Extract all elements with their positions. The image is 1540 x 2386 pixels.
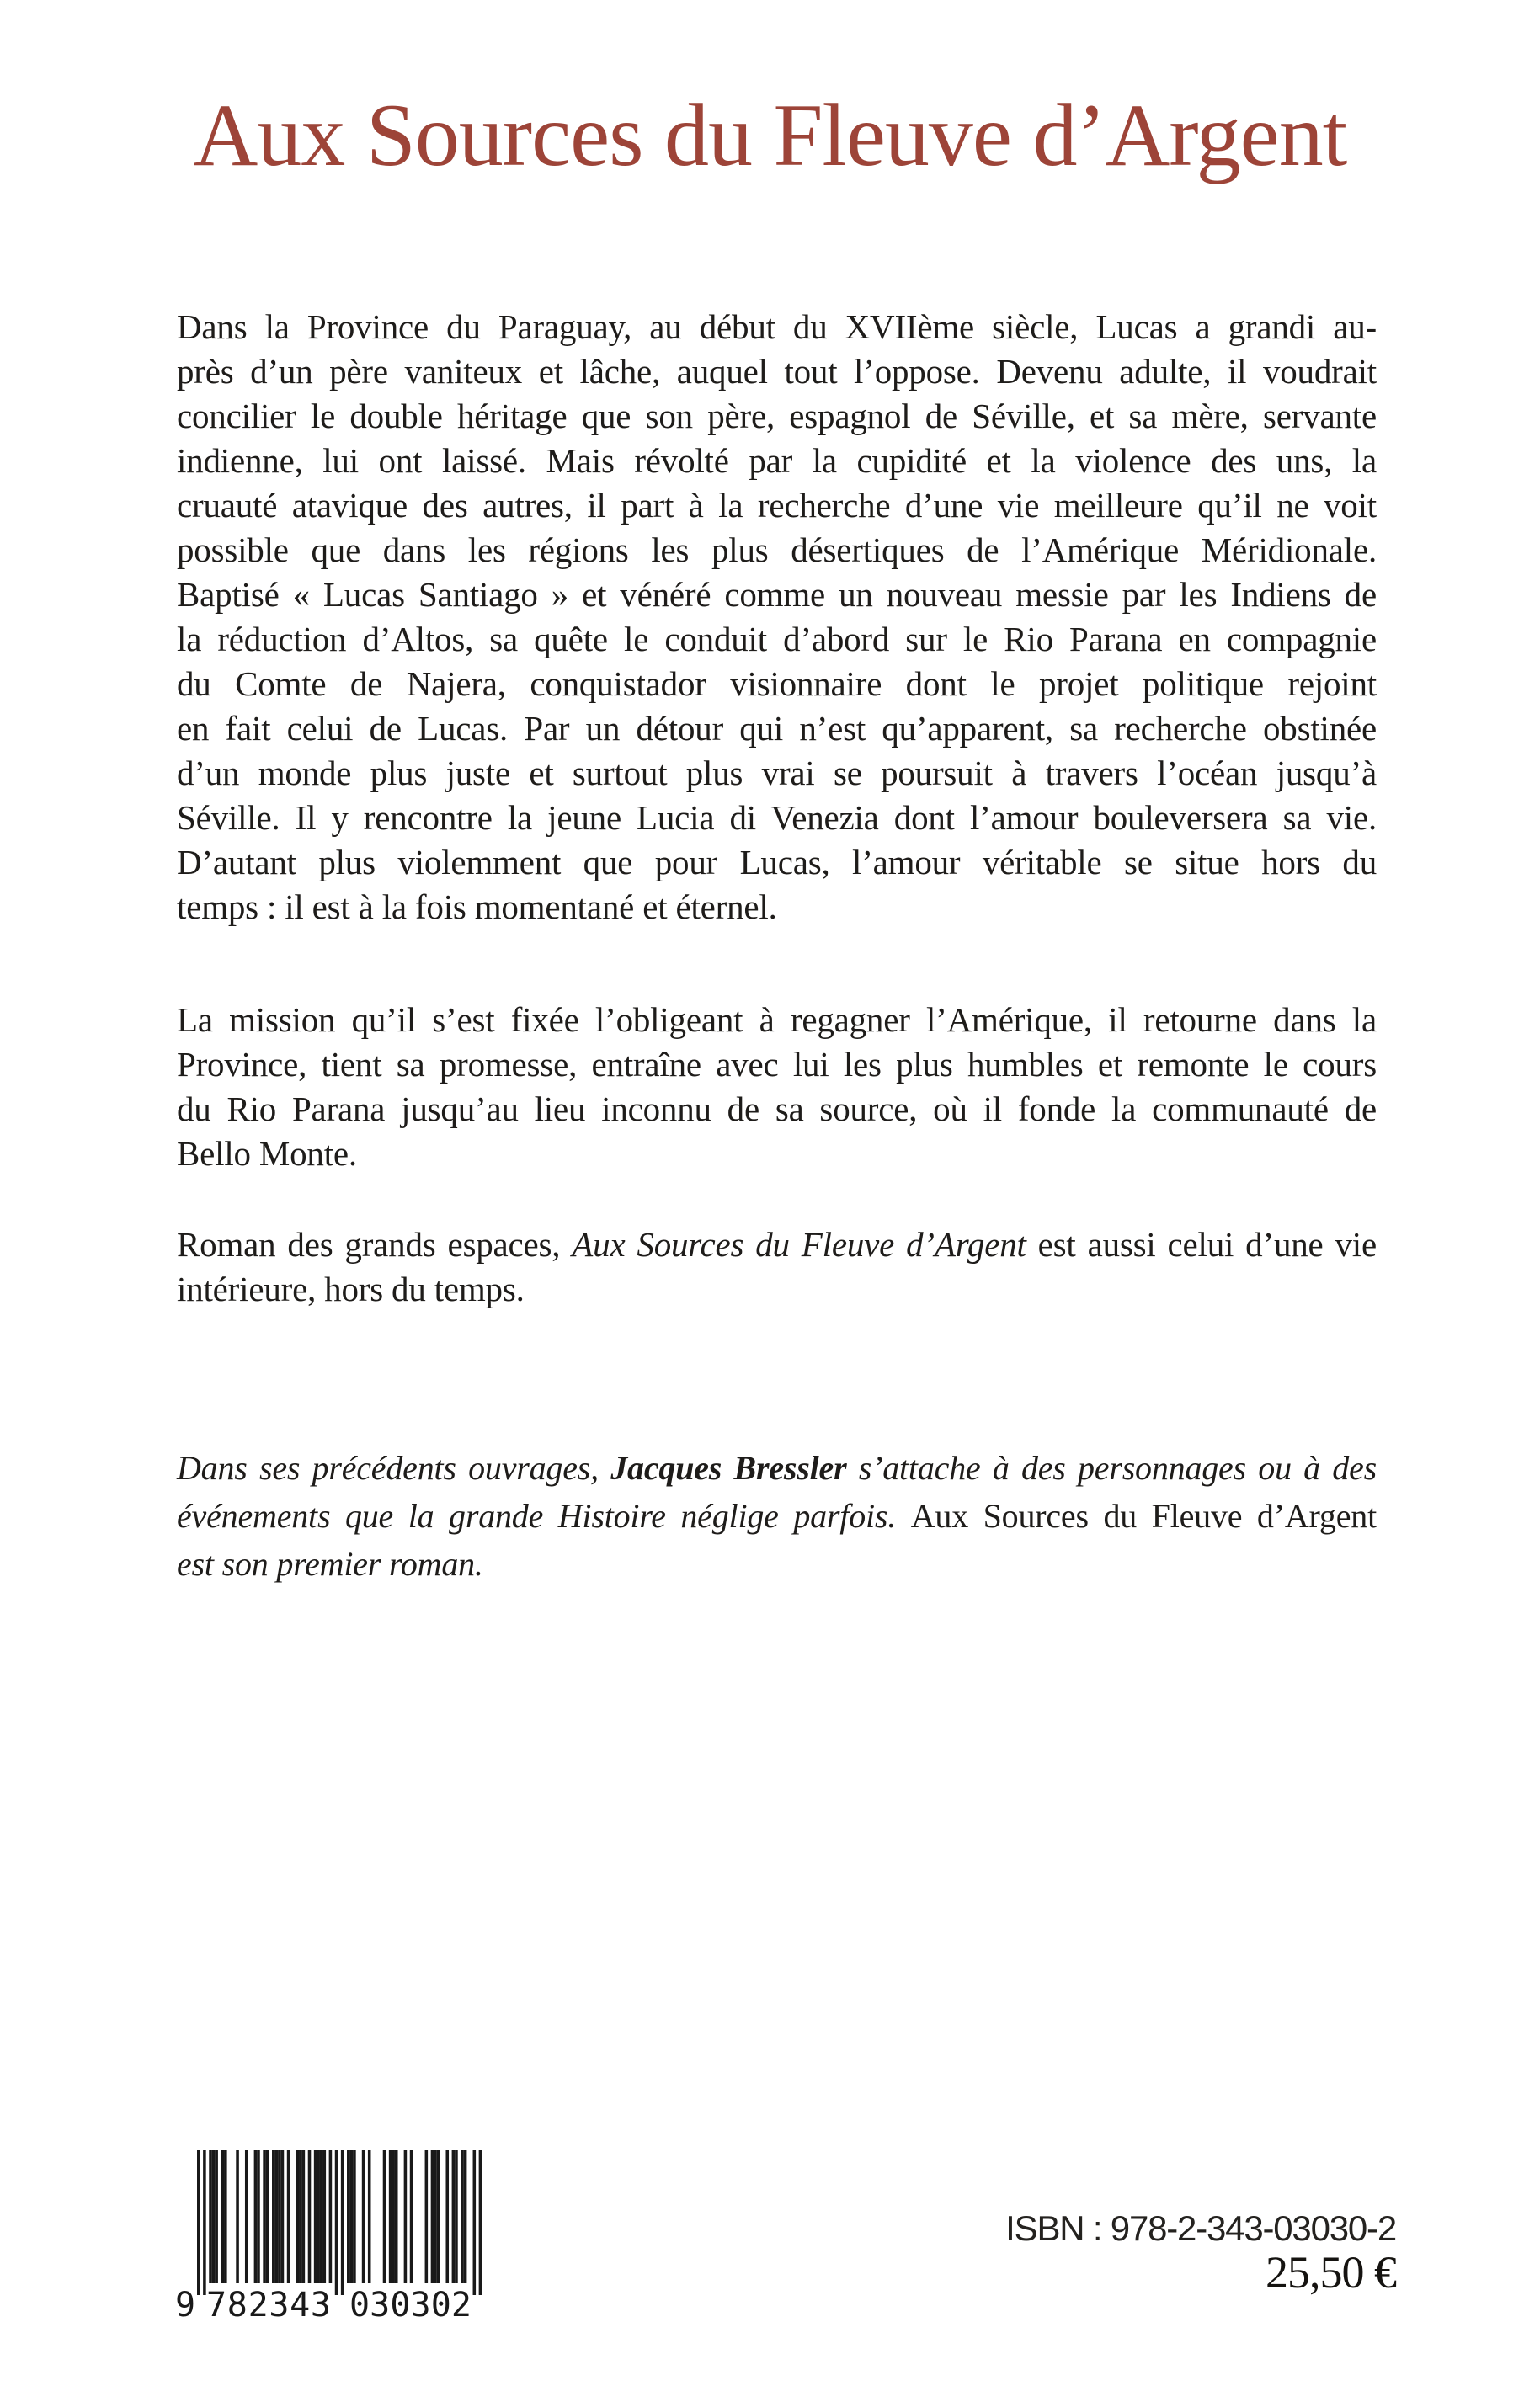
synopsis-paragraph-2 — [177, 998, 1377, 1176]
isbn-label: ISBN : 978-2-343-03030-2 — [1005, 2208, 1396, 2248]
author-note — [177, 1444, 1377, 1588]
text-line: Dans la Province du Paraguay, au début du XVIIème siècle, Lucas a grandi au- — [177, 307, 1377, 346]
text-line: Baptisé « Lucas Santiago » et vénéré comme un nouveau messie par les Indiens de — [177, 575, 1377, 614]
text-line: indienne, lui ont laissé. Mais révolté par la cupidité et la violence des uns, la — [177, 441, 1377, 480]
ean13-barcode — [175, 2150, 495, 2325]
barcode-digits-right: 0 3 0 3 0 2 — [349, 2286, 472, 2325]
text-line: cruauté atavique des autres, il part à la recherche d’une vie meilleure qu’il ne voit — [177, 486, 1377, 525]
barcode-digits-left: 7 8 2 3 4 3 — [206, 2286, 331, 2325]
barcode-system-digit: 9 — [175, 2286, 196, 2325]
synopsis-paragraph-3 — [177, 1222, 1377, 1312]
text-line: du Comte de Najera, conquistador visionnaire dont le projet politique rejoint — [177, 664, 1377, 703]
text-line: D’autant plus violemment que pour Lucas, l’amour véritable se situe hors du — [177, 843, 1377, 881]
text-line: est son premier roman. — [177, 1545, 483, 1583]
text-line: intérieure, hors du temps. — [177, 1270, 525, 1308]
text-line: la réduction d’Altos, sa quête le conduit d’abord sur le Rio Parana en compagnie — [177, 620, 1377, 658]
barcode-bars — [197, 2150, 482, 2295]
text-line: Dans ses précédents ouvrages, Jacques Bressler s’attache à des personnages ou à des — [177, 1449, 1377, 1487]
text-line: d’un monde plus juste et surtout plus vrai se poursuit à travers l’océan jusqu’à — [177, 754, 1377, 792]
text-line: près d’un père vaniteux et lâche, auquel tout l’oppose. Devenu adulte, il voudrait — [177, 352, 1377, 391]
text-line: en fait celui de Lucas. Par un détour qui n’est qu’apparent, sa recherche obstinée — [177, 709, 1377, 748]
text-line: du Rio Parana jusqu’au lieu inconnu de sa source, où il fonde la communauté de — [177, 1089, 1377, 1128]
synopsis-paragraph-1 — [177, 305, 1377, 929]
text-line: Province, tient sa promesse, entraîne avec lui les plus humbles et remonte le cours — [177, 1045, 1377, 1084]
text-line: Séville. Il y rencontre la jeune Lucia di Venezia dont l’amour bouleversera sa vie. — [177, 798, 1377, 837]
text-line: événements que la grande Histoire néglige parfois. Aux Sources du Fleuve d’Argent — [177, 1497, 1377, 1535]
text-line: possible que dans les régions les plus désertiques de l’Amérique Méridionale. — [177, 530, 1377, 569]
text-line: Bello Monte. — [177, 1134, 357, 1173]
text-line: La mission qu’il s’est fixée l’obligeant à regagner l’Amérique, il retourne dans la — [177, 1000, 1377, 1039]
text-line: Roman des grands espaces, Aux Sources du Fleuve d’Argent est aussi celui d’une vie — [177, 1225, 1377, 1264]
text-line: temps : il est à la fois momentané et éternel. — [177, 887, 777, 926]
text-line: concilier le double héritage que son père, espagnol de Séville, et sa mère, servante — [177, 397, 1377, 435]
price-label: 25,50 € — [1266, 2247, 1396, 2298]
book-title: Aux Sources du Fleuve d’Argent — [193, 86, 1347, 184]
